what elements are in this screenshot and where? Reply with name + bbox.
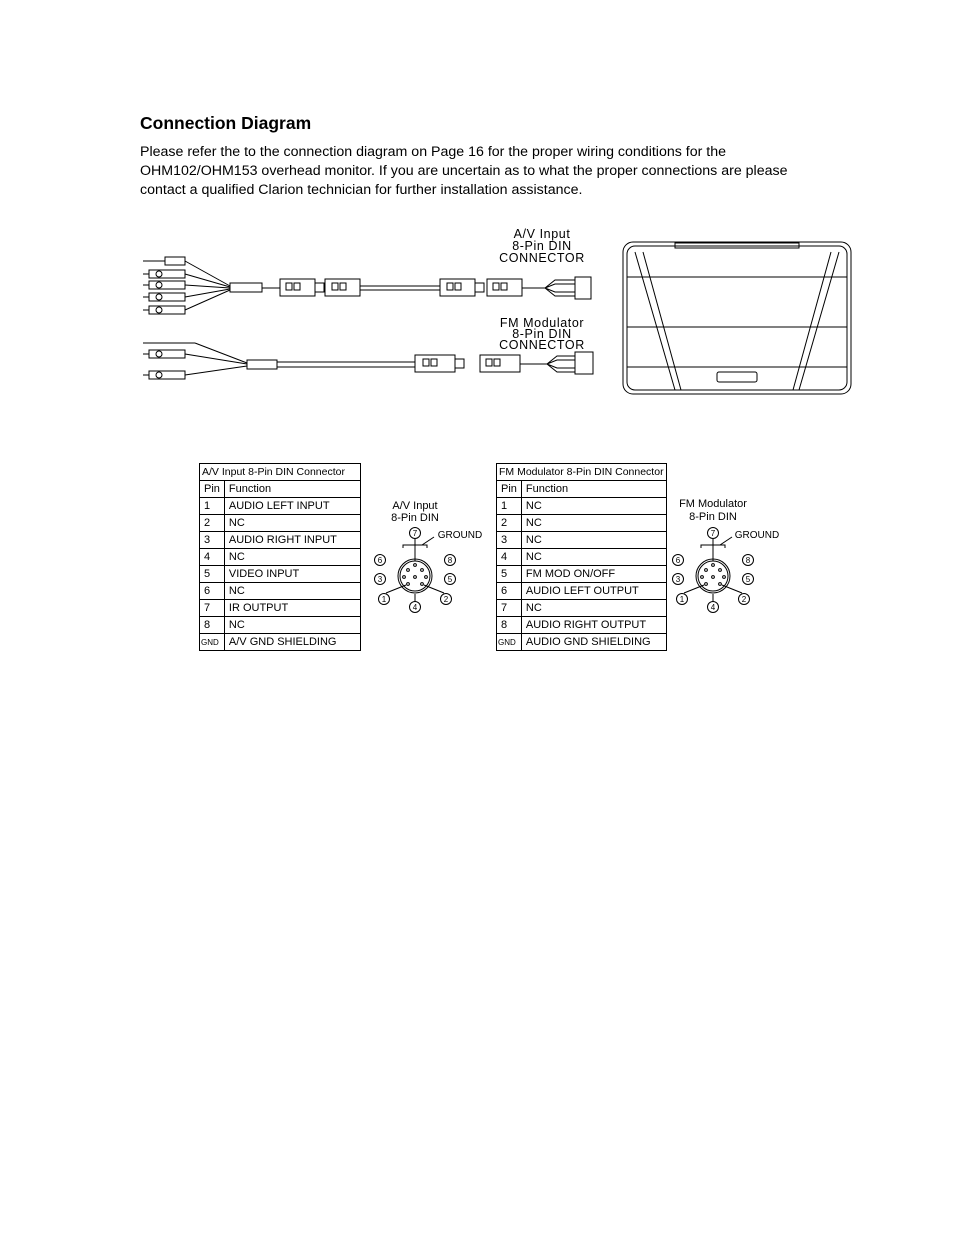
section-heading: Connection Diagram — [140, 113, 312, 133]
pin-function: A/V GND SHIELDING — [224, 634, 360, 651]
pin-label-4: 4 — [710, 603, 716, 612]
table-title: FM Modulator 8-Pin DIN Connector — [497, 464, 667, 481]
table-row — [497, 566, 667, 583]
pin-number: 8 — [497, 617, 522, 634]
pin-number: 5 — [200, 566, 225, 583]
wiring-diagram — [135, 222, 855, 402]
table-row — [200, 566, 361, 583]
pin-number: 1 — [497, 498, 522, 515]
pin-number: 6 — [200, 583, 225, 600]
pin-number: 3 — [200, 532, 225, 549]
fm-connector-label-line2: 8-Pin DIN — [512, 327, 572, 341]
pin-number: 2 — [497, 515, 522, 532]
column-header-function: Function — [224, 481, 360, 498]
column-header-pin: Pin — [200, 481, 225, 498]
pin-label-7: 7 — [412, 529, 418, 538]
pin-label-8: 8 — [447, 556, 453, 565]
pin-number: 4 — [497, 549, 522, 566]
column-header-function: Function — [521, 481, 666, 498]
pin-number: 2 — [200, 515, 225, 532]
intro-paragraph: Please refer the to the connection diagram on Page 16 for the proper wiring conditions for the OHM102/OHM153 overhead monitor. If you are uncertain as to what the proper connections are please contact a qualified Clarion technician for further installation assistance. — [140, 144, 788, 198]
pin-function: AUDIO GND SHIELDING — [521, 634, 666, 651]
pin-function: NC — [521, 600, 666, 617]
lower-rca-plugs — [143, 343, 247, 379]
table-row — [497, 600, 667, 617]
pin-number: 6 — [497, 583, 522, 600]
fm-din-pinout — [668, 495, 788, 615]
pin-label-4: 4 — [412, 603, 418, 612]
table-row — [497, 532, 667, 549]
fm-connector-label-line3: CONNECTOR — [499, 338, 585, 352]
pin-function: AUDIO LEFT OUTPUT — [521, 583, 666, 600]
pin-label-2: 2 — [741, 595, 747, 604]
pin-label-6: 6 — [675, 556, 681, 565]
pin-function: NC — [224, 583, 360, 600]
pin-function: NC — [521, 515, 666, 532]
pin-number: 5 — [497, 566, 522, 583]
table-row — [200, 617, 361, 634]
av-din-label-line2: 8-Pin DIN — [391, 512, 439, 524]
fm-din-label-line2: 8-Pin DIN — [689, 511, 737, 523]
pin-number: 3 — [497, 532, 522, 549]
table-row — [200, 532, 361, 549]
pin-label-1: 1 — [381, 595, 387, 604]
pin-number: 7 — [497, 600, 522, 617]
pin-label-3: 3 — [377, 575, 383, 584]
pin-number: 1 — [200, 498, 225, 515]
pin-label-5: 5 — [745, 575, 751, 584]
upper-rca-plugs — [143, 257, 230, 314]
pin-function: NC — [521, 532, 666, 549]
av-connector-label-line3: CONNECTOR — [499, 251, 585, 265]
pin-function: NC — [224, 515, 360, 532]
fm-din-ground-label: GROUND — [734, 530, 780, 541]
table-row — [497, 583, 667, 600]
pin-function: NC — [521, 549, 666, 566]
av-input-pin-table — [199, 463, 361, 651]
pin-label-8: 8 — [745, 556, 751, 565]
table-row — [200, 515, 361, 532]
table-row — [497, 549, 667, 566]
pin-number: 8 — [200, 617, 225, 634]
table-row — [497, 498, 667, 515]
pin-label-7: 7 — [710, 529, 716, 538]
table-row — [200, 634, 361, 651]
av-din-pinout — [370, 495, 490, 615]
pin-label-5: 5 — [447, 575, 453, 584]
pin-label-2: 2 — [443, 595, 449, 604]
pin-function: AUDIO RIGHT OUTPUT — [521, 617, 666, 634]
pin-number: 4 — [200, 549, 225, 566]
table-row — [200, 498, 361, 515]
pin-number: GND — [497, 634, 522, 651]
pin-function: NC — [224, 617, 360, 634]
fm-connector-label-line1: FM Modulator — [499, 316, 585, 330]
pin-function: NC — [224, 549, 360, 566]
overhead-monitor — [623, 242, 851, 394]
table-row — [497, 515, 667, 532]
av-connector-label-line2: 8-Pin DIN — [512, 239, 572, 253]
av-din-label-line1: A/V Input — [392, 500, 438, 512]
pin-number: 7 — [200, 600, 225, 617]
av-din-ground-label: GROUND — [437, 530, 483, 541]
pin-function: AUDIO RIGHT INPUT — [224, 532, 360, 549]
column-header-pin: Pin — [497, 481, 522, 498]
pin-number: GND — [200, 634, 225, 651]
fm-din-label-line1: FM Modulator — [679, 498, 747, 510]
pin-function: FM MOD ON/OFF — [521, 566, 666, 583]
pin-function: NC — [521, 498, 666, 515]
pin-function: AUDIO LEFT INPUT — [224, 498, 360, 515]
pin-function: IR OUTPUT — [224, 600, 360, 617]
table-row — [200, 583, 361, 600]
av-connector-label-line1: A/V Input — [513, 227, 571, 241]
pin-function: VIDEO INPUT — [224, 566, 360, 583]
table-row — [497, 617, 667, 634]
pin-label-6: 6 — [377, 556, 383, 565]
table-row — [497, 634, 667, 651]
fm-modulator-pin-table — [496, 463, 667, 651]
table-title: A/V Input 8-Pin DIN Connector — [200, 464, 361, 481]
pin-label-1: 1 — [679, 595, 685, 604]
pin-label-3: 3 — [675, 575, 681, 584]
table-row — [200, 549, 361, 566]
table-row — [200, 600, 361, 617]
